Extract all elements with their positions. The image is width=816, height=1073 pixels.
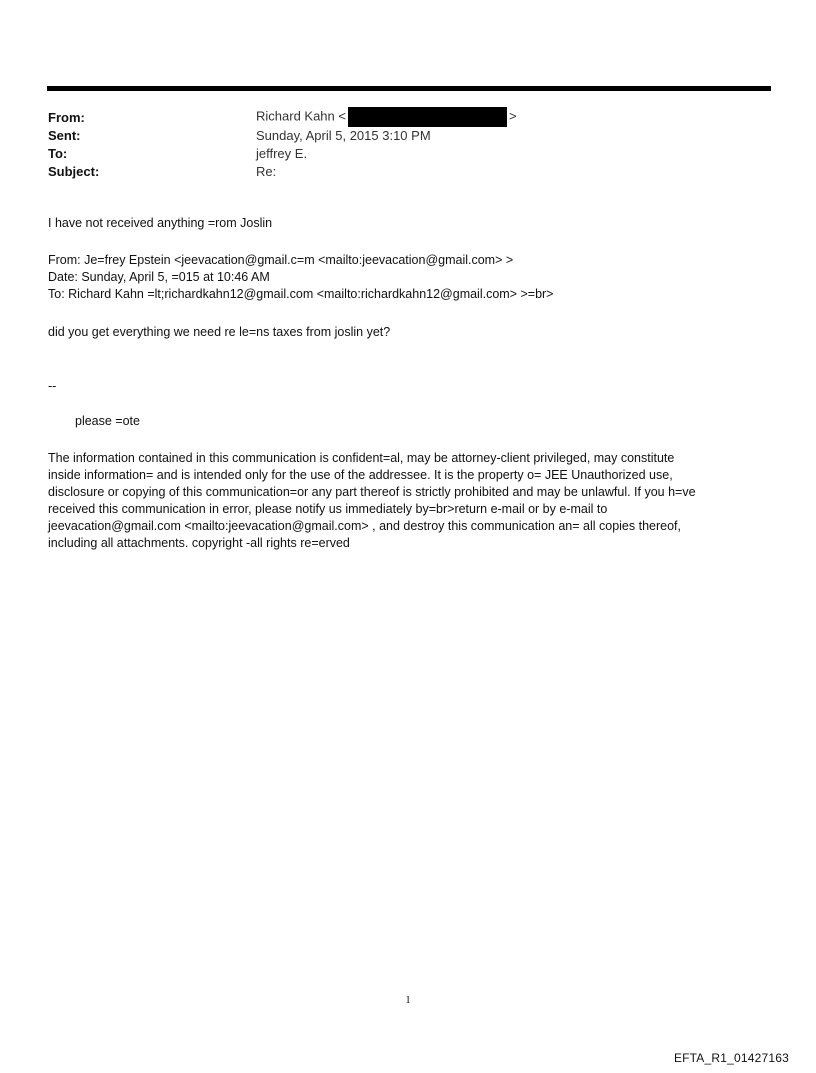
subject-row [48, 162, 517, 180]
header-rule [47, 86, 771, 91]
from-name: Richard Kahn < [256, 108, 346, 124]
disclaimer-line: inside information= and is intended only for the use of the addressee. It is the property o= JEE Unauthorized use, [48, 468, 673, 482]
disclaimer-line: received this communication in error, please notify us immediately by=br>return e-mail or by e-mail to [48, 502, 608, 516]
disclaimer-line: including all attachments. copyright -all rights re=erved [48, 536, 350, 550]
to-value: jeffrey E. [256, 145, 308, 161]
disclaimer [48, 450, 768, 552]
quoted-to: To: Richard Kahn =lt;richardkahn12@gmail.com <mailto:richardkahn12@gmail.com> >=br> [48, 287, 554, 301]
signature-separator: -- [48, 379, 57, 393]
sent-row [48, 126, 517, 144]
from-label: From: [48, 109, 85, 125]
reply-text: I have not received anything =rom Joslin [48, 216, 273, 230]
from-value [256, 107, 517, 127]
to-label: To: [48, 145, 68, 161]
quoted-header [48, 252, 768, 303]
disclaimer-line: disclosure or copying of this communication=or any part thereof is strictly prohibited and may be unlawful. If you h=ve [48, 485, 696, 499]
sent-value: Sunday, April 5, 2015 3:10 PM [256, 127, 431, 143]
quoted-message: did you get everything we need re le=ns taxes from joslin yet? [48, 325, 391, 339]
subject-label: Subject: [48, 163, 100, 179]
bates-number: EFTA_R1_01427163 [673, 1051, 789, 1065]
signature-note: please =ote [75, 414, 140, 428]
quoted-date: Date: Sunday, April 5, =015 at 10:46 AM [48, 270, 270, 284]
disclaimer-line: jeevacation@gmail.com <mailto:jeevacation@gmail.com> , and destroy this communication an= all copies thereof, [48, 519, 681, 533]
from-close: > [508, 108, 517, 124]
redaction-box [348, 107, 507, 127]
quoted-from: From: Je=frey Epstein <jeevacation@gmail.c=m <mailto:jeevacation@gmail.com> > [48, 253, 514, 267]
sent-label: Sent: [48, 127, 81, 143]
email-header [48, 108, 517, 180]
disclaimer-line: The information contained in this communication is confident=al, may be attorney-client privileged, may constitute [48, 451, 675, 465]
page-number: 1 [405, 994, 411, 1006]
subject-value: Re: [256, 163, 277, 179]
from-row [48, 108, 517, 126]
to-row [48, 144, 517, 162]
